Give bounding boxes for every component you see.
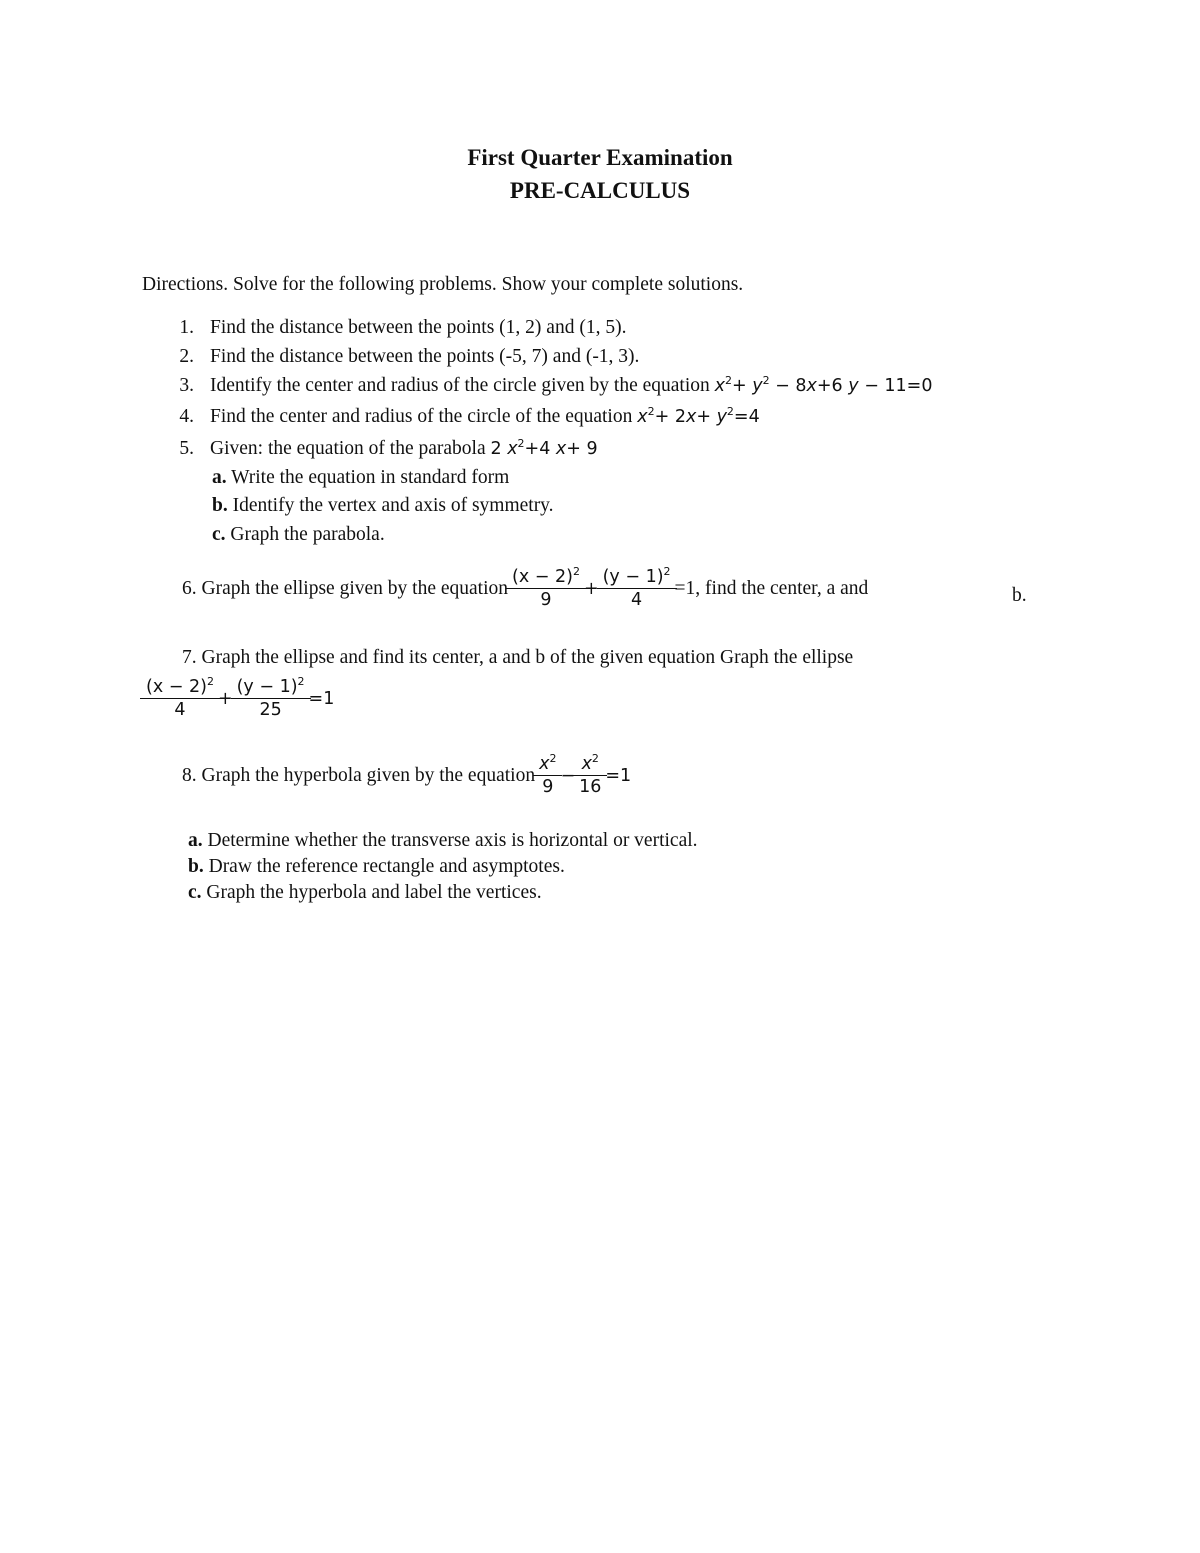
fraction-numerator: (x − 2) [146, 677, 207, 697]
fraction-denominator: 4 [597, 588, 677, 611]
item-text: Find the distance between the points (-5, 7) and (-1, 3). [210, 346, 640, 367]
parabola-equation: 2 $x^2+4$ x+ 9 [490, 437, 598, 459]
ellipse-fraction-1: $\frac{(x - 2)^2}{9}$ [509, 566, 583, 611]
item-text: Given: the equation of the parabola [210, 438, 491, 459]
item-7-text: 7. Graph the ellipse and find its center, a and b of the given equation Graph the ellipse [182, 647, 854, 668]
ellipse-fraction-2: $\frac{(y - 1)^2}{4}$ [600, 566, 674, 611]
equation-rhs: =1 [308, 688, 335, 709]
sub-item-label: c. [212, 524, 226, 545]
fraction-denominator: 4 [140, 698, 220, 721]
exam-subject: PRE-CALCULUS [509, 178, 691, 203]
circle-equation-2: $x^2+ 2x+ y^2=4$ [637, 405, 760, 427]
sub-item [212, 495, 554, 517]
fraction-denominator: 25 [231, 698, 311, 721]
exam-title: First Quarter Examination [467, 145, 733, 170]
sub-item-text: Graph the parabola. [225, 524, 385, 545]
item-text: 8. Graph the hyperbola given by the equation [182, 764, 536, 786]
item-number: 2. [179, 346, 194, 367]
fraction-denominator: 9 [506, 588, 586, 611]
sub-item-text: Write the equation in standard form [226, 467, 510, 488]
directions-text: Directions. Solve for the following problems. Show your complete solutions. [142, 274, 744, 295]
list-item [166, 406, 760, 428]
sub-item [188, 830, 698, 852]
fraction-numerator: (y − 1) [236, 677, 298, 697]
item-number: 4. [179, 406, 194, 427]
sub-item-text: Graph the hyperbola and label the vertices. [201, 882, 542, 903]
sub-item-label: b. [188, 856, 204, 877]
minus-sign: − [560, 765, 576, 786]
list-item [166, 346, 639, 368]
sub-item [212, 524, 385, 546]
fraction-denominator: 9 [533, 775, 562, 798]
item-6-tail: b. [1012, 585, 1027, 606]
list-item [166, 438, 598, 460]
sub-item-label: a. [188, 830, 203, 851]
item-text: Find the center and radius of the circle of the equation [210, 406, 638, 427]
sub-item [188, 856, 565, 878]
sub-item-text: Draw the reference rectangle and asymptotes. [203, 856, 565, 877]
fraction-numerator: (x − 2) [512, 567, 573, 587]
ellipse-fraction-2: $\frac{(y - 1)^2}{25}$ [234, 676, 308, 721]
plus-sign: + [583, 578, 599, 599]
circle-equation: $x^2+ y^2 - 8x+6$ y − 11=0 [714, 374, 933, 396]
fraction-numerator: (y − 1) [602, 567, 664, 587]
equation-rhs: =1 [605, 765, 632, 786]
sub-item [212, 467, 509, 489]
list-item [166, 375, 932, 397]
sub-item-label: b. [212, 495, 228, 516]
sub-item-label: c. [188, 882, 202, 903]
sub-item-text: Determine whether the transverse axis is horizontal or vertical. [202, 830, 698, 851]
sub-item [188, 882, 542, 904]
item-number: 1. [179, 317, 194, 338]
item-text: =1, find the center, a and [674, 577, 869, 599]
item-text: Identify the center and radius of the circle given by the equation [210, 375, 715, 396]
item-text: 6. Graph the ellipse given by the equation [182, 577, 508, 599]
item-number: 3. [179, 375, 194, 396]
sub-item-text: Identify the vertex and axis of symmetry. [227, 495, 554, 516]
hyperbola-fraction-2: $\frac{x^2}{16}$ [576, 753, 604, 798]
list-item [166, 317, 626, 339]
fraction-denominator: 16 [573, 775, 607, 798]
item-6 [182, 566, 868, 611]
sub-item-label: a. [212, 467, 227, 488]
item-number: 5. [179, 438, 194, 459]
item-7-equation [142, 676, 334, 721]
item-8 [182, 753, 631, 798]
plus-sign: + [217, 688, 233, 709]
item-text: Find the distance between the points (1, 2) and (1, 5). [210, 317, 627, 338]
ellipse-fraction-1: $\frac{(x - 2)^2}{4}$ [143, 676, 217, 721]
hyperbola-fraction-1: $\frac{x^2}{9}$ [536, 753, 559, 798]
